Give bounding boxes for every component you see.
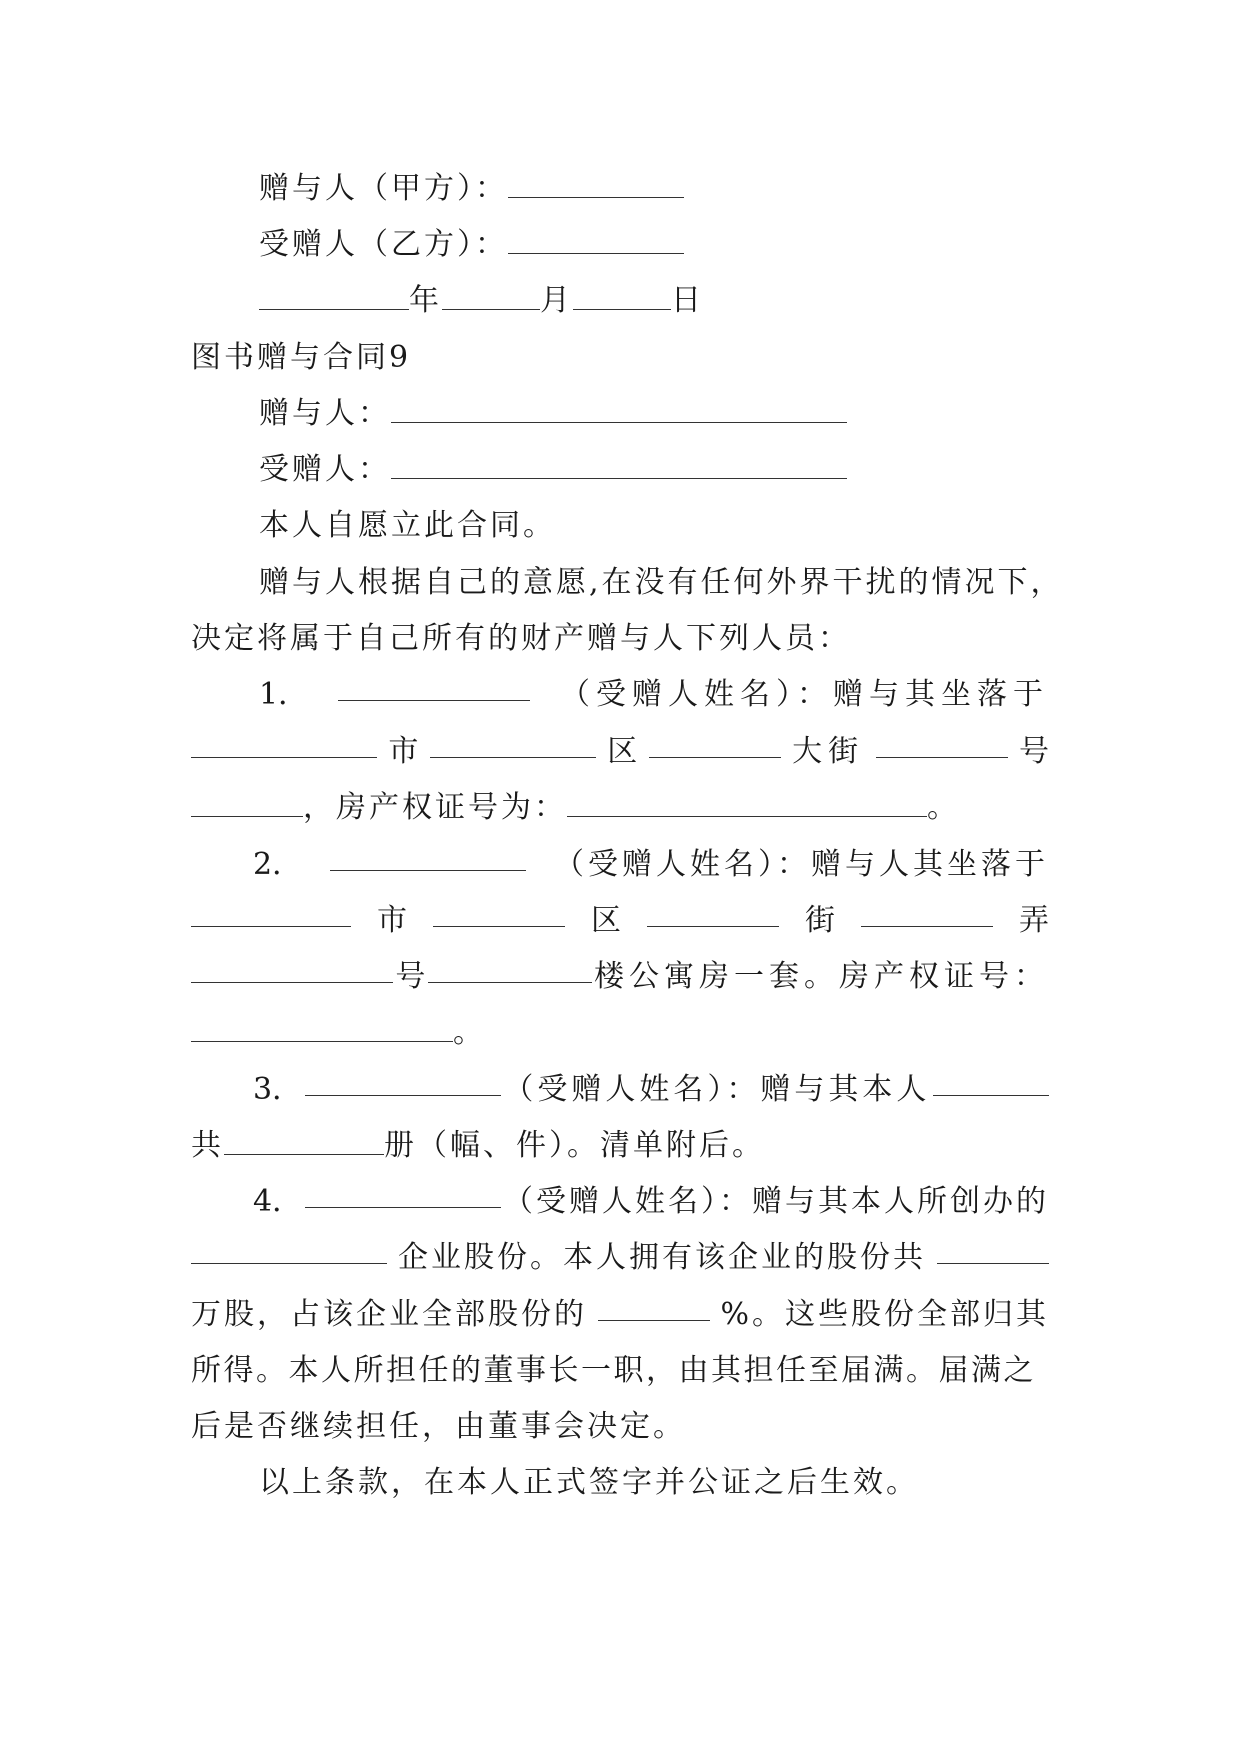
item-text: 。 — [927, 790, 960, 825]
blank-field[interactable] — [305, 1061, 501, 1096]
district-label: 区 — [607, 734, 638, 769]
blank-field[interactable] — [567, 782, 927, 817]
city-label: 市 — [388, 734, 419, 769]
item-text: 企业股份。本人拥有该企业的股份共 — [398, 1240, 926, 1275]
item-3-line-1 — [191, 1061, 1049, 1119]
blank-field[interactable] — [191, 892, 351, 927]
blank-field[interactable] — [933, 1061, 1049, 1096]
item-text: 册（幅、件）。清单附后。 — [384, 1128, 765, 1163]
item-2-line-1 — [191, 836, 1049, 894]
blank-field[interactable] — [861, 892, 993, 927]
year-label: 年 — [409, 283, 442, 318]
blank-field[interactable] — [330, 836, 526, 871]
blank-field[interactable] — [191, 782, 303, 817]
item-text: 万股，占该企业全部股份的 — [191, 1297, 587, 1332]
item-text: （受赠人姓名）：赠与其本人所创办的 — [503, 1184, 1049, 1219]
item-4-line-5: 后是否继续担任，由董事会决定。 — [191, 1409, 686, 1444]
blank-field[interactable] — [430, 723, 596, 758]
item-text: %。这些股份全部归其 — [720, 1297, 1049, 1332]
item-text: （受赠人姓名）：赠与其本人 — [503, 1072, 931, 1107]
signature-donor-line — [191, 160, 1049, 218]
item-2-line-2 — [191, 892, 1049, 950]
item-number: 3． — [253, 1072, 303, 1107]
blank-field[interactable] — [191, 1007, 453, 1042]
item-1-line-1 — [191, 666, 1049, 724]
signature-donor-label: 赠与人（甲方）： — [259, 171, 508, 206]
blank-field[interactable] — [649, 723, 781, 758]
blank-field[interactable] — [391, 444, 847, 479]
month-label: 月 — [540, 283, 573, 318]
closing-text: 以上条款，在本人正式签字并公证之后生效。 — [259, 1465, 919, 1500]
blank-field[interactable] — [191, 723, 377, 758]
blank-field[interactable] — [191, 1229, 387, 1264]
header-recipient-label: 受赠人： — [259, 452, 391, 487]
blank-field[interactable] — [433, 892, 565, 927]
item-text: ，房产权证号为： — [303, 790, 567, 825]
item-1-line-3 — [191, 779, 1049, 837]
item-text: 共 — [191, 1128, 224, 1163]
year-blank[interactable] — [259, 275, 409, 310]
blank-field[interactable] — [876, 723, 1008, 758]
item-3-line-2 — [191, 1117, 1049, 1175]
blank-field[interactable] — [428, 948, 592, 983]
city-label: 市 — [377, 903, 407, 938]
item-4-line-4: 所得。本人所担任的董事长一职，由其担任至届满。届满之 — [191, 1353, 1036, 1388]
item-4-line-2 — [191, 1229, 1049, 1287]
signature-date-line — [191, 272, 1049, 330]
item-4-line-1 — [191, 1173, 1049, 1231]
blank-field[interactable] — [224, 1120, 384, 1155]
blank-field[interactable] — [191, 948, 393, 983]
signature-recipient-line — [191, 216, 1049, 274]
intro-text: 本人自愿立此合同。 — [259, 508, 556, 543]
section-title: 图书赠与合同9 — [191, 340, 412, 375]
paragraph-line-1: 赠与人根据自己的意愿,在没有任何外界干扰的情况下， — [259, 565, 1064, 600]
blank-field[interactable] — [305, 1173, 501, 1208]
blank-field[interactable] — [508, 163, 684, 198]
item-number: 1． — [259, 677, 309, 712]
item-text: （受赠人姓名）：赠与其坐落于 — [560, 677, 1049, 712]
blank-field[interactable] — [338, 666, 530, 701]
number-label: 号 — [1018, 734, 1049, 769]
header-donor-line — [191, 385, 1049, 443]
blank-field[interactable] — [598, 1286, 710, 1321]
street-label: 街 — [805, 903, 835, 938]
day-label: 日 — [671, 283, 704, 318]
blank-field[interactable] — [937, 1229, 1049, 1264]
header-donor-label: 赠与人： — [259, 396, 391, 431]
paragraph-line-2: 决定将属于自己所有的财产赠与人下列人员： — [191, 621, 851, 656]
month-blank[interactable] — [442, 275, 540, 310]
item-text: 。 — [453, 1015, 486, 1050]
item-1-line-2 — [191, 723, 1049, 781]
blank-field[interactable] — [391, 388, 847, 423]
item-2-line-4 — [191, 1004, 1049, 1062]
signature-recipient-label: 受赠人（乙方）： — [259, 227, 508, 262]
item-number: 4． — [253, 1184, 303, 1219]
lane-label: 弄 — [1019, 903, 1049, 938]
header-recipient-line — [191, 441, 1049, 499]
district-label: 区 — [591, 903, 621, 938]
item-number: 2． — [253, 847, 303, 882]
blank-field[interactable] — [647, 892, 779, 927]
item-2-line-3 — [191, 948, 1049, 1006]
item-text: （受赠人姓名）：赠与人其坐落于 — [554, 847, 1049, 882]
item-text: 楼公寓房一套。房产权证号： — [593, 959, 1049, 994]
number-label: 号 — [395, 959, 426, 994]
day-blank[interactable] — [573, 275, 671, 310]
street-label: 大街 — [792, 734, 865, 769]
blank-field[interactable] — [508, 219, 684, 254]
item-4-line-3 — [191, 1286, 1049, 1344]
